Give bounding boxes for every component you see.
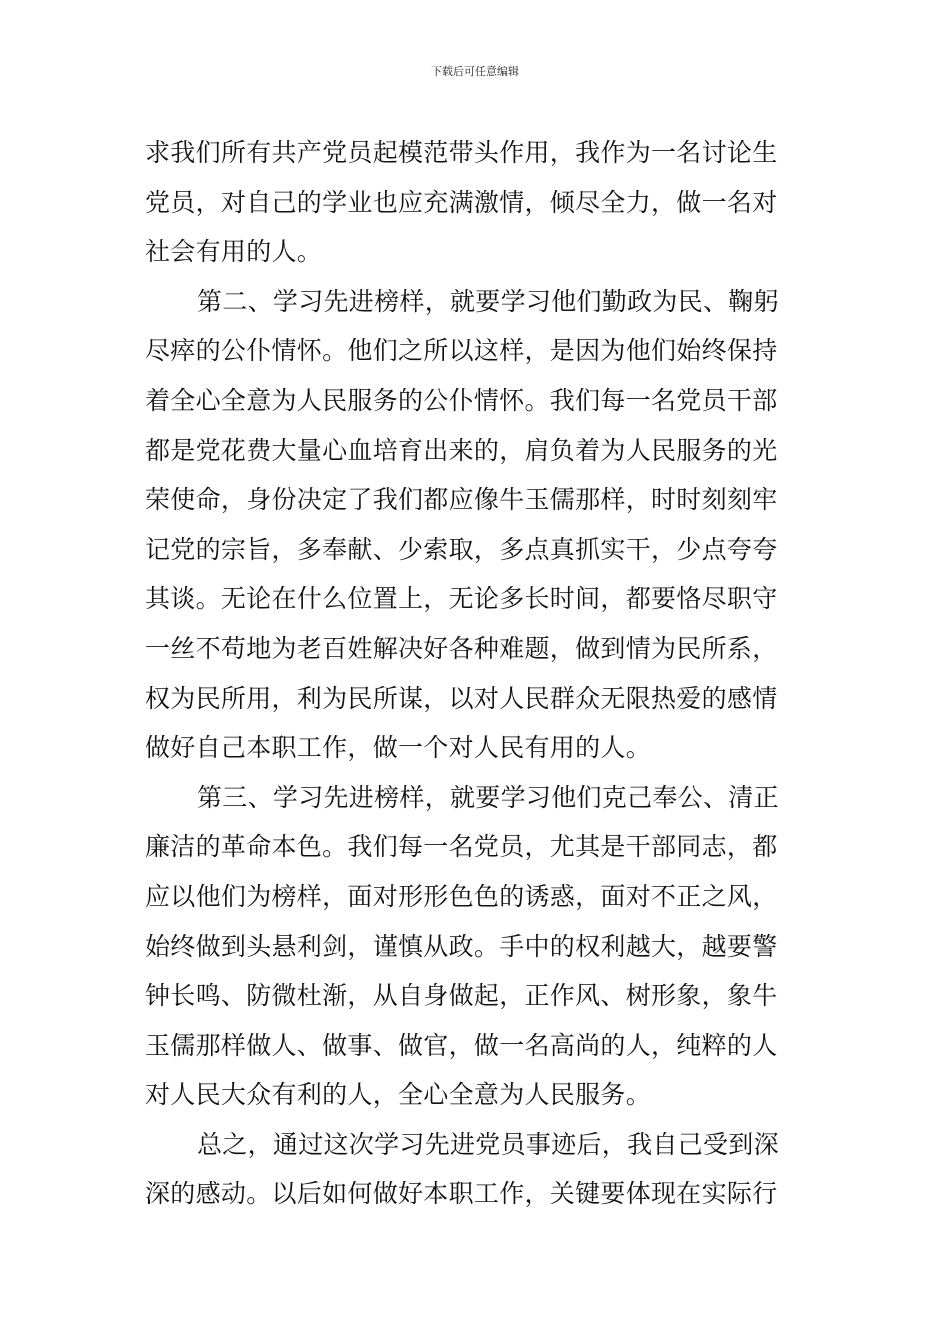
document-body (145, 128, 805, 1219)
text-line: 始终做到头悬利剑，谨慎从政。手中的权利越大，越要警 (145, 931, 778, 961)
text-line: 一丝不苟地为老百姓解决好各种难题，做到情为民所系， (145, 633, 778, 663)
text-line: 做好自己本职工作，做一个对人民有用的人。 (145, 733, 652, 763)
text-line: 深的感动。以后如何做好本职工作，关键要体现在实际行 (145, 1179, 778, 1209)
text-line: 尽瘁的公仆情怀。他们之所以这样，是因为他们始终保持 (145, 336, 778, 366)
text-line: 玉儒那样做人、做事、做官，做一名高尚的人，纯粹的人 (145, 1030, 778, 1060)
page-header-note: 下载后可任意编辑 (431, 65, 519, 78)
text-line: 记党的宗旨，多奉献、少索取，多点真抓实干，少点夸夸 (145, 534, 778, 564)
text-line: 对人民大众有利的人，全心全意为人民服务。 (145, 1080, 652, 1110)
text-line: 廉洁的革命本色。我们每一名党员，尤其是干部同志，都 (145, 832, 778, 862)
text-line: 第三、学习先进榜样，就要学习他们克己奉公、清正 (197, 782, 779, 812)
text-line: 荣使命，身份决定了我们都应像牛玉儒那样，时时刻刻牢 (145, 485, 778, 515)
text-line: 党员，对自己的学业也应充满激情，倾尽全力，做一名对 (145, 187, 778, 217)
text-line: 总之，通过这次学习先进党员事迹后，我自己受到深 (197, 1129, 779, 1159)
text-line: 第二、学习先进榜样，就要学习他们勤政为民、鞠躬 (197, 286, 779, 316)
text-line: 权为民所用，利为民所谋，以对人民群众无限热爱的感情 (145, 683, 778, 713)
text-line: 着全心全意为人民服务的公仆情怀。我们每一名党员干部 (145, 385, 778, 415)
text-line: 社会有用的人。 (145, 237, 323, 267)
text-line: 钟长鸣、防微杜渐，从自身做起，正作风、树形象，象牛 (145, 981, 778, 1011)
text-line: 应以他们为榜样，面对形形色色的诱惑，面对不正之风， (145, 881, 778, 911)
text-line: 都是党花费大量心血培育出来的，肩负着为人民服务的光 (145, 435, 778, 465)
text-line: 求我们所有共产党员起模范带头作用，我作为一名讨论生 (145, 138, 778, 167)
text-line: 其谈。无论在什么位置上，无论多长时间，都要恪尽职守 (145, 584, 778, 614)
